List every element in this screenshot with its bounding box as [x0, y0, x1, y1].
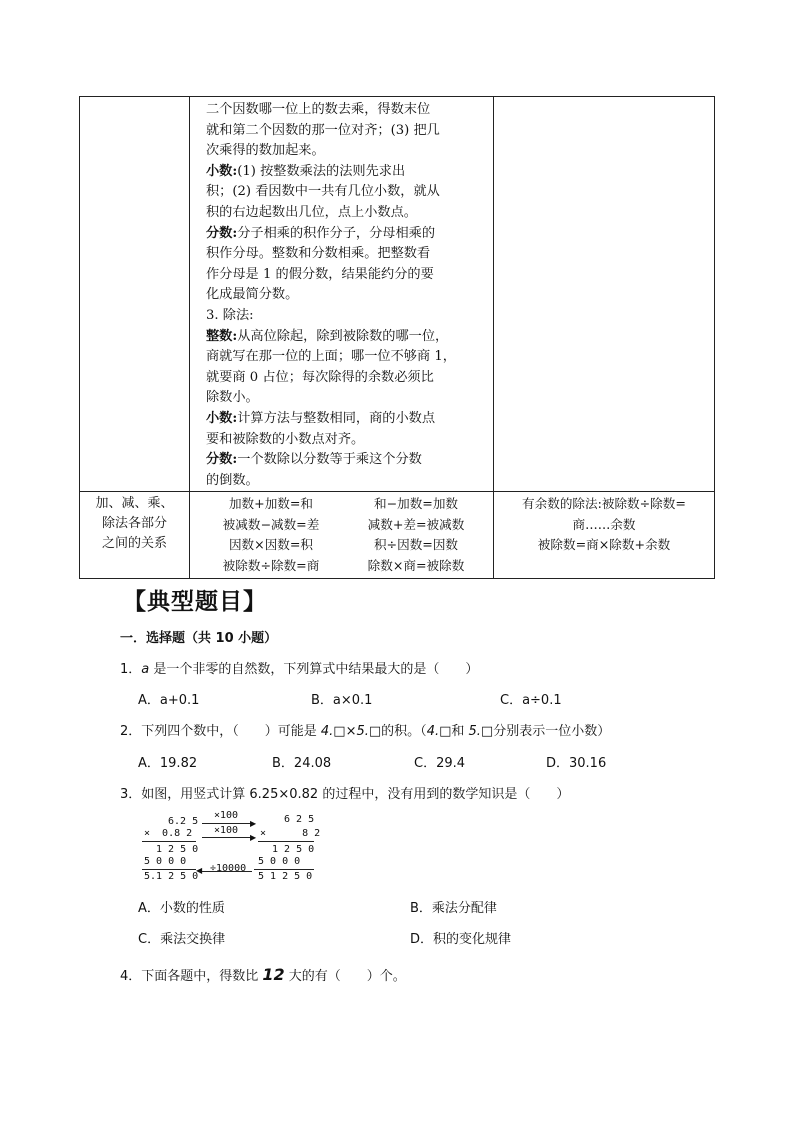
table-cell-methods	[190, 97, 494, 492]
methods-line-text: 一个数除以分数等于乘这个分数	[237, 452, 422, 468]
table-cell-empty	[80, 97, 190, 492]
question-2-option-c[interactable]: C．29.4	[414, 756, 466, 771]
question-1-stem: 1．a 是一个非零的自然数，下列算式中结果最大的是（ ）	[120, 662, 479, 677]
vertical-calculation-figure: 6.2 5 × 0.8 2 1 2 5 0 5 0 0 0 5.1 2 5 0 ×100 ▶ ×100 ▶ 6 2 5 × 8 2 1 2 5 0 5 0 0 0 5 1 2 5 0 ◀ ÷10000	[144, 810, 321, 882]
methods-line	[206, 409, 493, 430]
methods-line	[206, 306, 493, 327]
methods-line	[206, 265, 493, 286]
methods-line	[206, 368, 493, 389]
question-1-option-a[interactable]: A．a+0.1	[138, 693, 200, 708]
methods-line	[206, 327, 493, 348]
relation-label: 加、减、乘、 除法各部分 之间的关系	[95, 496, 174, 552]
methods-line-text: 从高位除起，除到被除数的哪一位，	[237, 328, 449, 344]
methods-line	[206, 430, 493, 451]
remainder-rule: 有余数的除法:被除数÷除数= 商……余数 被除数=商×除数+余数	[522, 496, 686, 553]
question-3-option-d[interactable]: D．积的变化规律	[410, 932, 512, 947]
section-title: 【典型题目】	[123, 588, 267, 615]
relation-item: 被除数÷除数=商	[222, 557, 320, 573]
question-2-stem: 2．下列四个数中，（ ）可能是 4.□×5.□的积。（4.□和 5.□分别表示一位小数）	[120, 724, 611, 739]
methods-line-heading: 分数:	[206, 452, 238, 468]
methods-line-heading: 分数:	[206, 225, 238, 241]
methods-line	[206, 450, 493, 471]
methods-line	[206, 141, 493, 162]
question-2-option-b[interactable]: B．24.08	[272, 756, 332, 771]
methods-line	[206, 162, 493, 183]
methods-line-text: 次乘得的数加起来。	[206, 143, 325, 159]
methods-line	[206, 471, 493, 492]
methods-line	[206, 388, 493, 409]
question-2-option-d[interactable]: D．30.16	[546, 756, 607, 771]
methods-line-text: 积作分母。整数和分数相乘。把整数看	[206, 246, 431, 262]
methods-line-text: 计算方法与整数相同，商的小数点	[237, 410, 436, 426]
methods-line	[206, 285, 493, 306]
methods-line	[206, 224, 493, 245]
relation-item: 减数+差=被减数	[367, 516, 465, 532]
methods-line	[206, 347, 493, 368]
relations-grid	[190, 492, 493, 578]
methods-line	[206, 203, 493, 224]
methods-line-heading: 小数:	[206, 163, 238, 179]
question-3-stem: 3．如图，用竖式计算 6.25×0.82 的过程中，没有用到的数学知识是（ ）	[120, 787, 570, 802]
methods-line-text: 分子相乘的积作分子，分母相乘的	[237, 225, 436, 241]
methods-line-text: 要和被除数的小数点对齐。	[206, 431, 365, 447]
question-1-option-b[interactable]: B．a×0.1	[311, 693, 373, 708]
relation-item: 被减数−减数=差	[222, 516, 320, 532]
methods-line-text: 积；(2) 看因数中一共有几位小数，就从	[206, 184, 440, 200]
methods-line-text: 化成最简分数。	[206, 287, 299, 303]
methods-line-text: 的倒数。	[206, 472, 259, 488]
relation-item: 加数+加数=和	[228, 496, 314, 512]
methods-line-text: 作分母是 1 的假分数，结果能约分的要	[206, 266, 434, 282]
methods-line-heading: 小数:	[206, 410, 238, 426]
methods-line-text: 就和第二个因数的那一位对齐；(3) 把几	[206, 122, 440, 138]
relation-item: 积÷因数=因数	[373, 537, 459, 553]
relation-item: 因数×因数=积	[228, 537, 314, 553]
methods-text	[190, 97, 493, 491]
question-1-option-c[interactable]: C．a÷0.1	[500, 693, 562, 708]
relation-item: 除数×商=被除数	[367, 557, 465, 573]
methods-line-text: 3. 除法:	[206, 307, 254, 323]
methods-line	[206, 100, 493, 121]
table-cell-empty-right	[494, 97, 715, 492]
methods-line-text: (1) 按整数乘法的法则先求出	[237, 163, 406, 179]
methods-line-text: 商就写在那一位的上面；哪一位不够商 1，	[206, 349, 456, 365]
methods-line	[206, 182, 493, 203]
methods-line-heading: 整数:	[206, 328, 238, 344]
part-title: 一．选择题（共 10 小题）	[120, 631, 278, 646]
arrow-right-icon: ▶	[250, 833, 257, 842]
methods-line-text: 积的右边起数出几位，点上小数点。	[206, 204, 417, 220]
question-2-option-a[interactable]: A．19.82	[138, 756, 198, 771]
question-3-option-c[interactable]: C．乘法交换律	[138, 932, 226, 947]
remainder-cell	[494, 492, 715, 579]
question-4-stem: 4．下面各题中，得数比 12 大的有（ ）个。	[120, 965, 406, 984]
arrow-right-icon: ▶	[250, 819, 257, 828]
relation-item: 和−加数=加数	[373, 496, 459, 512]
methods-line-text: 就要商 0 占位；每次除得的余数必须比	[206, 369, 434, 385]
relations-cell	[190, 492, 494, 579]
relation-label-cell	[80, 492, 190, 579]
arrow-left-icon: ◀	[196, 866, 203, 875]
question-3-option-a[interactable]: A．小数的性质	[138, 901, 225, 916]
methods-line-text: 二个因数哪一位上的数去乘，得数末位	[206, 102, 431, 117]
methods-line	[206, 244, 493, 265]
methods-line-text: 除数小。	[206, 390, 259, 406]
methods-line	[206, 121, 493, 142]
knowledge-table	[79, 96, 715, 579]
question-3-option-b[interactable]: B．乘法分配律	[410, 901, 497, 916]
